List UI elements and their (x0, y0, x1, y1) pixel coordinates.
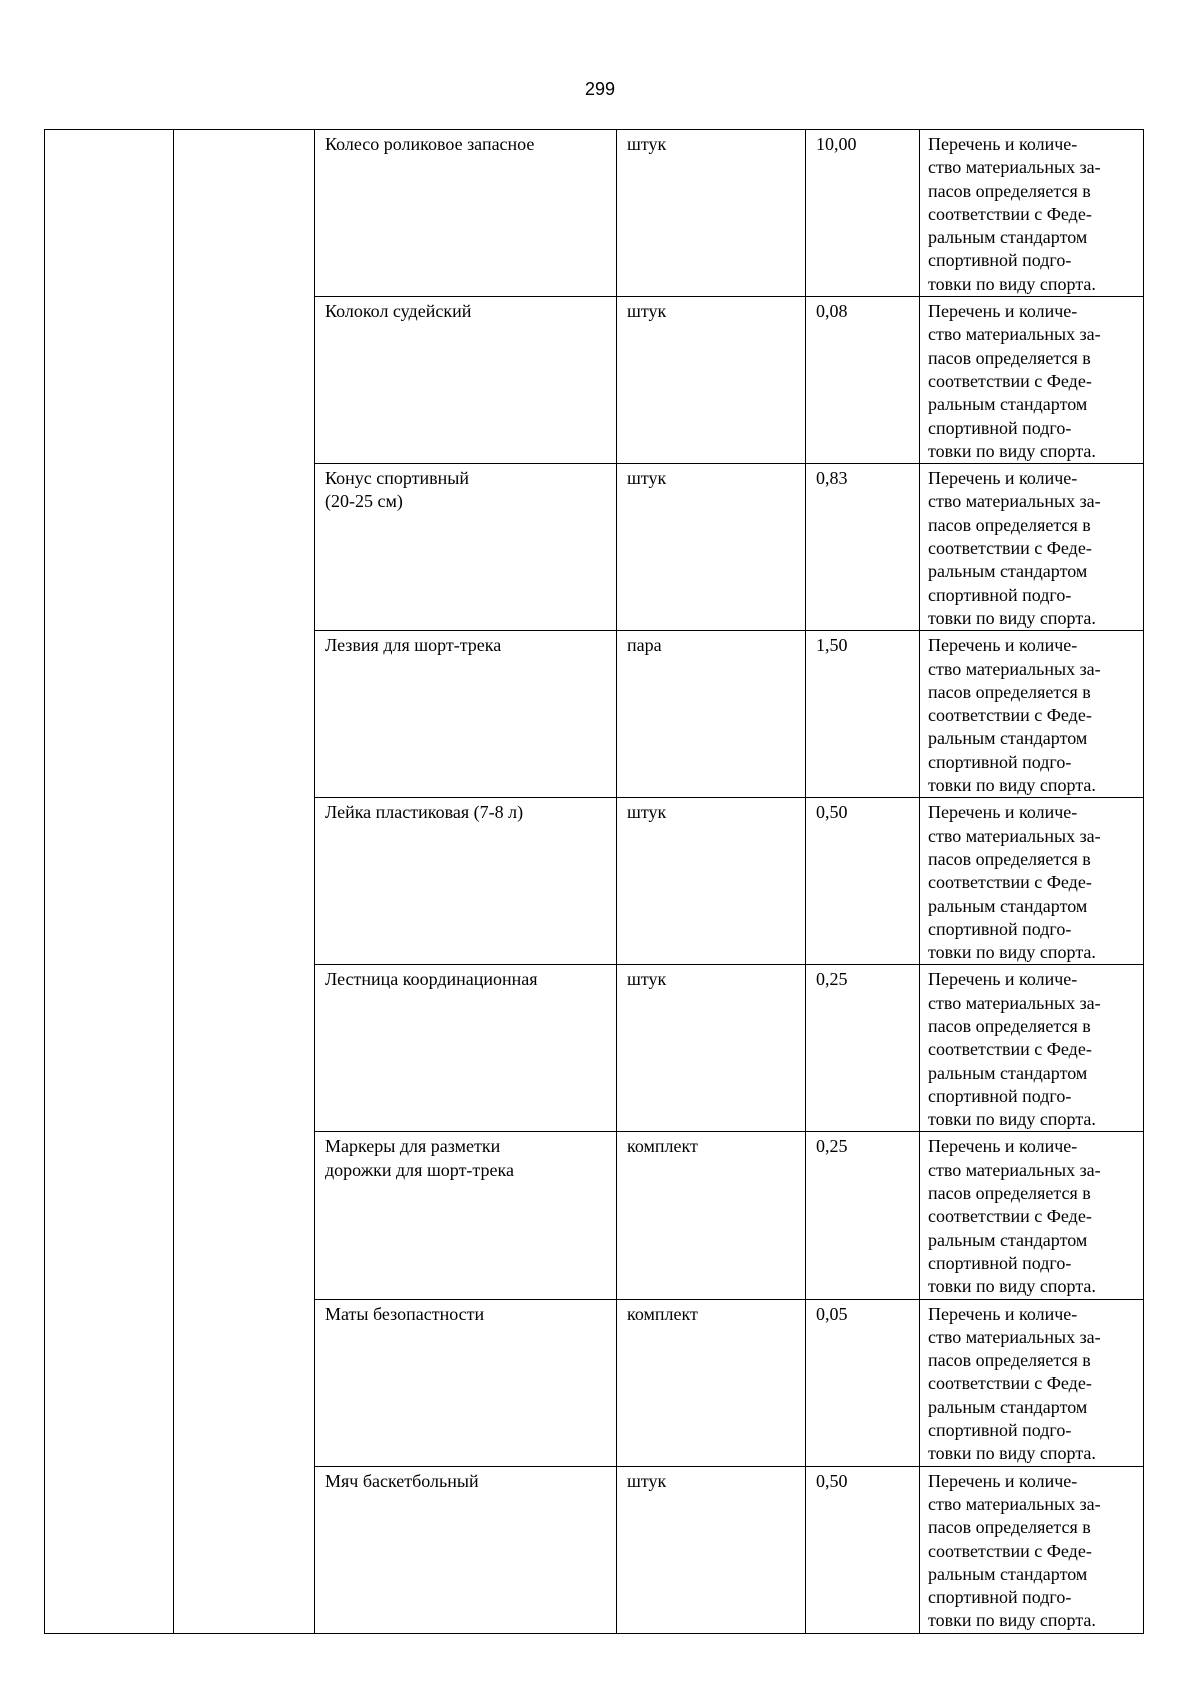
unit-text: комплект (627, 1136, 698, 1157)
item-name-text: Мяч баскетбольный (325, 1470, 479, 1491)
quantity-text: 0,25 (816, 1136, 848, 1157)
item-name-text: Лестница координационная (325, 969, 538, 990)
item-name-cell (315, 965, 617, 1132)
item-name-text: Колокол судейский (325, 301, 472, 322)
item-name-cell (315, 798, 617, 965)
unit-text: пара (627, 635, 662, 656)
merged-blank-cell-1 (45, 130, 174, 1634)
quantity-text: 10,00 (816, 134, 857, 154)
quantity-cell (806, 1466, 920, 1633)
unit-cell (617, 1132, 806, 1299)
note-cell (920, 130, 1144, 297)
unit-cell (617, 1466, 806, 1633)
table-body (45, 130, 1144, 1634)
quantity-text: 0,50 (816, 1470, 848, 1491)
item-name-text: Конус спортивный (20-25 см) (325, 468, 469, 512)
quantity-cell (806, 798, 920, 965)
unit-text: штук (627, 468, 667, 489)
item-name-text: Маркеры для разметки дорожки для шорт-трека (325, 1136, 514, 1180)
note-cell (920, 1466, 1144, 1633)
note-text: Перечень и количе- ство материальных за- пасов определяется в соответствии с Феде- ральным стандартом спортивной подго- товки по виду спорта. (928, 1303, 1101, 1464)
quantity-text: 1,50 (816, 635, 848, 656)
page-number: 299 (584, 79, 616, 99)
quantity-cell (806, 631, 920, 798)
item-name-cell (315, 631, 617, 798)
note-cell (920, 1132, 1144, 1299)
unit-cell (617, 130, 806, 297)
item-name-text: Лейка пластиковая (7-8 л) (325, 802, 524, 823)
note-cell (920, 631, 1144, 798)
quantity-cell (806, 130, 920, 297)
item-name-cell (315, 1132, 617, 1299)
merged-blank-cell-2 (174, 130, 315, 1634)
unit-cell (617, 965, 806, 1132)
note-cell (920, 464, 1144, 631)
note-text: Перечень и количе- ство материальных за- пасов определяется в соответствии с Феде- ральным стандартом спортивной подго- товки по виду спорта. (928, 134, 1101, 294)
table-row (45, 130, 1144, 297)
note-cell (920, 798, 1144, 965)
unit-text: комплект (627, 1303, 698, 1324)
note-cell (920, 297, 1144, 464)
quantity-cell (806, 1132, 920, 1299)
note-text: Перечень и количе- ство материальных за- пасов определяется в соответствии с Феде- ральным стандартом спортивной подго- товки по виду спорта. (928, 1470, 1101, 1631)
unit-text: штук (627, 134, 667, 154)
quantity-cell (806, 464, 920, 631)
unit-cell (617, 631, 806, 798)
quantity-text: 0,08 (816, 301, 848, 322)
unit-text: штук (627, 969, 667, 990)
quantity-cell (806, 297, 920, 464)
unit-cell (617, 464, 806, 631)
item-name-cell (315, 1299, 617, 1466)
equipment-table (44, 129, 1144, 1634)
item-name-text: Лезвия для шорт-трека (325, 635, 502, 656)
item-name-text: Маты безопастности (325, 1303, 485, 1324)
quantity-text: 0,05 (816, 1303, 848, 1324)
note-cell (920, 1299, 1144, 1466)
unit-text: штук (627, 802, 667, 823)
quantity-text: 0,50 (816, 802, 848, 823)
unit-text: штук (627, 301, 667, 322)
item-name-cell (315, 464, 617, 631)
quantity-text: 0,83 (816, 468, 848, 489)
note-text: Перечень и количе- ство материальных за- пасов определяется в соответствии с Феде- ральным стандартом спортивной подго- товки по виду спорта. (928, 1136, 1101, 1297)
note-text: Перечень и количе- ство материальных за- пасов определяется в соответствии с Феде- ральным стандартом спортивной подго- товки по виду спорта. (928, 969, 1101, 1130)
unit-cell (617, 297, 806, 464)
unit-cell (617, 1299, 806, 1466)
item-name-cell (315, 130, 617, 297)
quantity-text: 0,25 (816, 969, 848, 990)
note-text: Перечень и количе- ство материальных за- пасов определяется в соответствии с Феде- ральным стандартом спортивной подго- товки по виду спорта. (928, 802, 1101, 963)
item-name-cell (315, 1466, 617, 1633)
note-text: Перечень и количе- ство материальных за- пасов определяется в соответствии с Феде- ральным стандартом спортивной подго- товки по виду спорта. (928, 635, 1101, 796)
item-name-cell (315, 297, 617, 464)
item-name-text: Колесо роликовое запасное (325, 134, 535, 154)
unit-text: штук (627, 1470, 667, 1491)
note-text: Перечень и количе- ство материальных за- пасов определяется в соответствии с Феде- ральным стандартом спортивной подго- товки по виду спорта. (928, 468, 1101, 628)
note-text: Перечень и количе- ство материальных за- пасов определяется в соответствии с Феде- ральным стандартом спортивной подго- товки по виду спорта. (928, 301, 1101, 461)
unit-cell (617, 798, 806, 965)
note-cell (920, 965, 1144, 1132)
quantity-cell (806, 1299, 920, 1466)
quantity-cell (806, 965, 920, 1132)
